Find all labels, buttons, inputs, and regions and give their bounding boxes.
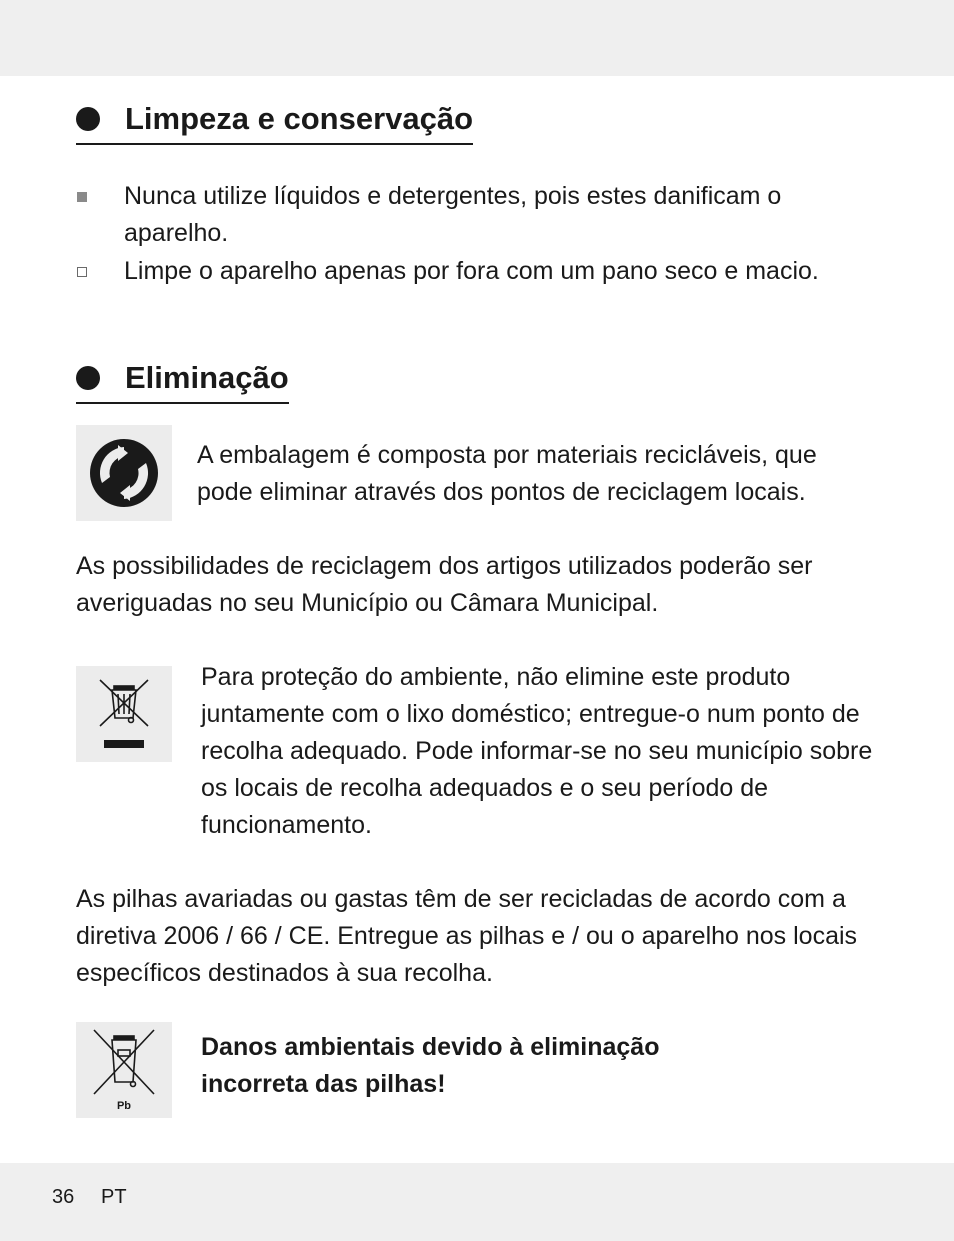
- heading-bullet-icon: [76, 107, 100, 131]
- heading-bullet-icon: [76, 366, 100, 390]
- page-number: 36: [52, 1186, 75, 1208]
- checkbox-bullet-icon: [77, 267, 87, 277]
- packaging-text: A embalagem é composta por materiais recicláveis, que pode eliminar através dos pontos de reciclagem locais.: [197, 441, 817, 506]
- language-code: PT: [101, 1186, 127, 1208]
- list-item-text: Nunca utilize líquidos e detergentes, pois estes danificam o aparelho.: [124, 182, 782, 247]
- list-item-text: Limpe o aparelho apenas por fora com um pano seco e macio.: [124, 257, 819, 285]
- disposal-title: Eliminação: [125, 360, 289, 395]
- recycling-text: As possibilidades de reciclagem dos artigos utilizados poderão ser averiguadas no seu Município ou Câmara Municipal.: [76, 552, 813, 617]
- weee-text: Para proteção do ambiente, não elimine este produto juntamente com o lixo doméstico; entregue-o num ponto de recolha adequado. Pode informar-se no seu município sobre os locais de recolha adequados e o seu período de funcionamento.: [201, 663, 873, 839]
- crossed-out-wheelie-bin-icon: [76, 666, 172, 762]
- crossed-out-battery-bin-icon: [76, 1022, 172, 1118]
- footer-band: [0, 1163, 954, 1241]
- cleaning-heading: [76, 101, 473, 145]
- disposal-heading: [76, 360, 289, 404]
- square-bullet-icon: [77, 192, 87, 202]
- header-band: [0, 0, 954, 76]
- battery-warning: Danos ambientais devido à eliminação incorreta das pilhas!: [201, 1033, 660, 1098]
- battery-icon-label: Pb: [116, 1100, 132, 1112]
- green-dot-recycling-icon: [76, 425, 172, 521]
- cleaning-title: Limpeza e conservação: [125, 101, 474, 136]
- battery-text: As pilhas avariadas ou gastas têm de ser recicladas de acordo com a diretiva 2006 / 66 / CE. Entregue as pilhas e / ou o aparelho nos locais específicos destinados à sua recolha.: [76, 885, 858, 987]
- list-item: [76, 253, 876, 290]
- list-item: [76, 178, 876, 252]
